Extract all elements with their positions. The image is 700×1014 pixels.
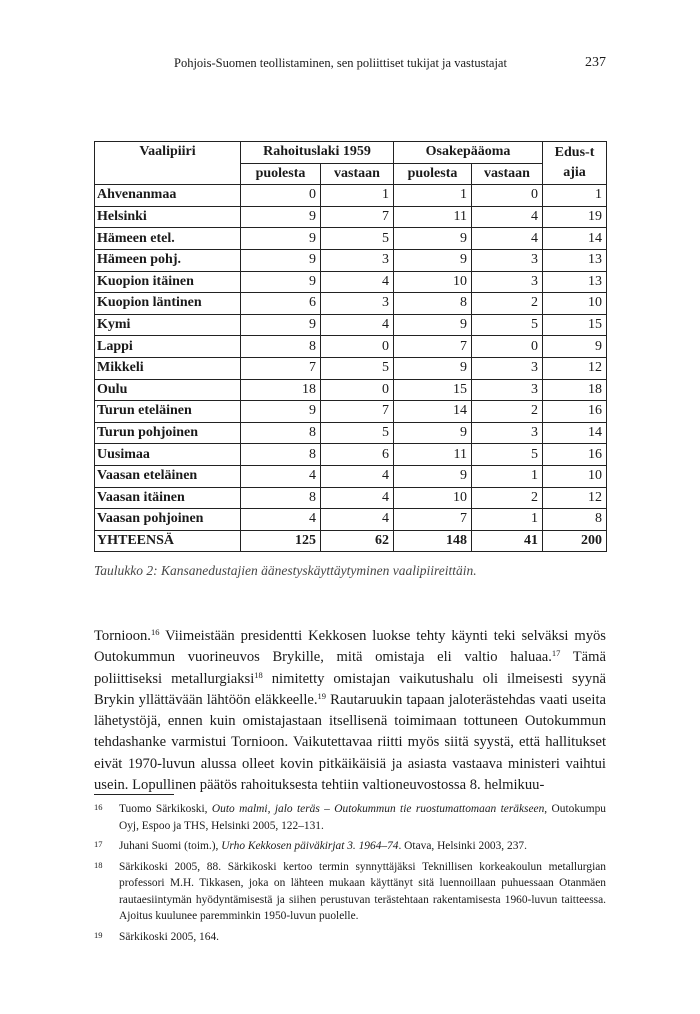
value-cell: 5 — [321, 357, 394, 379]
value-cell: 14 — [543, 422, 607, 444]
body-text-5: Rautaruukin tapaan jaloterästehdas vaati useita lähetystöjä, ennen kuin omistajastaan itsellisenä toimimaan tottuneen Outokummun tehdashanke varmistui Tornioon. Vaikutettavaa riitti myös siitä syystä, että hallitukset eivät 1970-luvun alussa olleet kovin pitkäikäisiä ja asiasta vastaava ministeri vaihtui usein. Lopullinen päätös rahoituksesta tehtiin valtioneuvostossa 8. helmikuu- — [94, 691, 606, 794]
region-cell: Turun eteläinen — [95, 401, 241, 423]
value-cell: 9 — [394, 357, 472, 379]
subheader-against-2: vastaan — [472, 163, 543, 185]
value-cell: 14 — [543, 228, 607, 250]
body-text-1: Tornioon. — [94, 628, 151, 644]
region-cell: Uusimaa — [95, 444, 241, 466]
footnote-18 — [94, 859, 606, 925]
value-cell: 9 — [394, 228, 472, 250]
footnote-text: Juhani Suomi (toim.), — [119, 840, 222, 852]
footnote-number: 17 — [94, 839, 103, 849]
region-cell: Helsinki — [95, 206, 241, 228]
value-cell: 14 — [394, 401, 472, 423]
value-cell: 4 — [241, 465, 321, 487]
value-cell: 10 — [394, 271, 472, 293]
value-cell: 4 — [321, 465, 394, 487]
footnote-ref-17: 17 — [551, 648, 561, 659]
table-total-row — [95, 530, 607, 552]
value-cell: 5 — [472, 314, 543, 336]
footnote-text: Särkikoski 2005, 164. — [119, 930, 219, 943]
value-cell: 6 — [321, 444, 394, 466]
body-text-3: Tämä poliittiseksi metallurgiaksi — [94, 649, 606, 687]
footnote-text: Särkikoski 2005, 88. Särkikoski kertoo termin synnyttäjäksi Teknillisen korkeakoulun metallurgian professori M.H. Tikkasen, joka on lähteen mukaan käyttänyt sitä luennoillaan puhuessaan Otanmäen rautaesiintymän hyödyntämisestä ja siihen perustuvan terästehtaan rakentamisesta 1960-luvun taitteessa. Ajoitus kuulunee paremminkin 1950-luvun puolelle. — [119, 860, 606, 922]
value-cell: 8 — [241, 336, 321, 358]
table-row — [95, 509, 607, 531]
header-representatives — [543, 142, 607, 185]
value-cell: 9 — [543, 336, 607, 358]
value-cell: 9 — [241, 401, 321, 423]
value-cell: 8 — [543, 509, 607, 531]
page-number: 237 — [585, 55, 606, 70]
value-cell: 9 — [241, 228, 321, 250]
value-cell: 8 — [241, 444, 321, 466]
footnotes — [94, 801, 606, 949]
value-cell: 4 — [321, 487, 394, 509]
value-cell: 4 — [472, 228, 543, 250]
value-cell: 9 — [394, 422, 472, 444]
value-cell: 9 — [241, 314, 321, 336]
value-cell: 9 — [394, 314, 472, 336]
footnote-number: 18 — [94, 859, 103, 870]
value-cell: 0 — [241, 185, 321, 207]
region-cell: Ahvenanmaa — [95, 185, 241, 207]
value-cell: 3 — [472, 379, 543, 401]
value-cell: 0 — [472, 336, 543, 358]
value-cell: 3 — [472, 357, 543, 379]
value-cell: 7 — [394, 509, 472, 531]
value-cell: 1 — [394, 185, 472, 207]
region-cell: Hämeen etel. — [95, 228, 241, 250]
region-cell: Kymi — [95, 314, 241, 336]
value-cell: 1 — [472, 465, 543, 487]
value-cell: 5 — [321, 422, 394, 444]
footnote-divider — [94, 794, 174, 795]
value-cell: 0 — [321, 379, 394, 401]
value-cell: 13 — [543, 249, 607, 271]
value-cell: 12 — [543, 487, 607, 509]
region-cell: Kuopion läntinen — [95, 293, 241, 315]
running-title: Pohjois-Suomen teollistaminen, sen poliittiset tukijat ja vastustajat — [174, 56, 507, 70]
region-cell: Kuopion itäinen — [95, 271, 241, 293]
subheader-against-1: vastaan — [321, 163, 394, 185]
value-cell: 2 — [472, 487, 543, 509]
region-cell: Vaasan itäinen — [95, 487, 241, 509]
value-cell: 3 — [321, 249, 394, 271]
region-cell: Lappi — [95, 336, 241, 358]
footnote-text: Tuomo Särkikoski, — [119, 803, 212, 815]
value-cell: 0 — [472, 185, 543, 207]
table-caption: Taulukko 2: Kansanedustajien äänestyskäyttäytyminen vaalipiireittäin. — [94, 563, 477, 578]
value-cell: 4 — [321, 314, 394, 336]
value-cell: 12 — [543, 357, 607, 379]
region-cell: Hämeen pohj. — [95, 249, 241, 271]
value-cell: 8 — [241, 487, 321, 509]
footnote-number: 16 — [94, 802, 103, 812]
value-cell: 1 — [543, 185, 607, 207]
value-cell: 15 — [543, 314, 607, 336]
value-cell: 4 — [321, 509, 394, 531]
value-cell: 9 — [241, 271, 321, 293]
value-cell: 10 — [543, 293, 607, 315]
value-cell: 9 — [241, 249, 321, 271]
body-text-4: nimitetty omistajan vaikutushalu oli ilmeisesti syynä Brykin yllättävään lähtöön eläkkeelle. — [94, 670, 606, 708]
value-cell: 4 — [472, 206, 543, 228]
table-row — [95, 271, 607, 293]
table-row — [95, 249, 607, 271]
footnote-text: , Outokumpu Oyj, Espoo ja THS, Helsinki 2005, 122–131. — [119, 803, 606, 832]
value-cell: 7 — [321, 401, 394, 423]
value-cell: 16 — [543, 401, 607, 423]
value-cell: 7 — [241, 357, 321, 379]
value-cell: 62 — [321, 530, 394, 552]
footnote-ref-19: 19 — [317, 690, 327, 701]
value-cell: 6 — [241, 293, 321, 315]
value-cell: 15 — [394, 379, 472, 401]
value-cell: 19 — [543, 206, 607, 228]
value-cell: 9 — [241, 206, 321, 228]
value-cell: 3 — [321, 293, 394, 315]
value-cell: 1 — [472, 509, 543, 531]
table-row — [95, 293, 607, 315]
footnote-19 — [94, 929, 606, 946]
table-row — [95, 487, 607, 509]
value-cell: 9 — [394, 249, 472, 271]
header-region: Vaalipiiri — [95, 142, 241, 185]
region-cell: Vaasan pohjoinen — [95, 509, 241, 531]
body-paragraph — [94, 626, 606, 796]
value-cell: 8 — [394, 293, 472, 315]
table-row — [95, 314, 607, 336]
table-row — [95, 401, 607, 423]
region-cell: Turun pohjoinen — [95, 422, 241, 444]
value-cell: 13 — [543, 271, 607, 293]
value-cell: 2 — [472, 401, 543, 423]
region-cell: YHTEENSÄ — [95, 530, 241, 552]
subheader-for-1: puolesta — [241, 163, 321, 185]
header-group-share-capital: Osakepääoma — [394, 142, 543, 164]
header-representatives-label: Edus-tajia — [554, 145, 595, 181]
table-row — [95, 336, 607, 358]
table-row — [95, 465, 607, 487]
value-cell: 0 — [321, 336, 394, 358]
value-cell: 10 — [543, 465, 607, 487]
table-row — [95, 379, 607, 401]
value-cell: 41 — [472, 530, 543, 552]
value-cell: 4 — [321, 271, 394, 293]
voting-table — [94, 141, 607, 552]
value-cell: 3 — [472, 271, 543, 293]
value-cell: 200 — [543, 530, 607, 552]
value-cell: 2 — [472, 293, 543, 315]
region-cell: Mikkeli — [95, 357, 241, 379]
value-cell: 5 — [321, 228, 394, 250]
footnote-text: . Otava, Helsinki 2003, 237. — [398, 840, 527, 852]
footnote-ref-16: 16 — [150, 627, 160, 637]
value-cell: 9 — [394, 465, 472, 487]
table-row — [95, 357, 607, 379]
value-cell: 11 — [394, 444, 472, 466]
region-cell: Oulu — [95, 379, 241, 401]
footnote-17 — [94, 838, 606, 855]
region-cell: Vaasan eteläinen — [95, 465, 241, 487]
value-cell: 148 — [394, 530, 472, 552]
value-cell: 18 — [543, 379, 607, 401]
header-group-financing-law: Rahoituslaki 1959 — [241, 142, 394, 164]
value-cell: 1 — [321, 185, 394, 207]
footnote-number: 19 — [94, 929, 103, 940]
value-cell: 7 — [394, 336, 472, 358]
footnote-ref-18: 18 — [254, 669, 263, 680]
value-cell: 3 — [472, 422, 543, 444]
value-cell: 10 — [394, 487, 472, 509]
footnote-work-title: Urho Kekkosen päiväkirjat 3. 1964–74 — [221, 840, 399, 852]
table-row — [95, 444, 607, 466]
subheader-for-2: puolesta — [394, 163, 472, 185]
value-cell: 7 — [321, 206, 394, 228]
table-row — [95, 228, 607, 250]
value-cell: 16 — [543, 444, 607, 466]
footnote-work-title: Outo malmi, jalo teräs – Outokummun tie ruostumattomaan teräkseen — [211, 803, 545, 815]
value-cell: 125 — [241, 530, 321, 552]
body-text-2: Viimeistään presidentti Kekkosen luokse tehty käynti teki selväksi myös Outokummun vuorineuvos Brykille, mitä omistaja eli valtio haluaa. — [94, 628, 606, 666]
table-row — [95, 185, 607, 207]
table-row — [95, 422, 607, 444]
table-row — [95, 206, 607, 228]
value-cell: 18 — [241, 379, 321, 401]
footnote-16 — [94, 801, 606, 834]
value-cell: 3 — [472, 249, 543, 271]
value-cell: 4 — [241, 509, 321, 531]
value-cell: 11 — [394, 206, 472, 228]
table-body — [95, 185, 607, 552]
value-cell: 8 — [241, 422, 321, 444]
value-cell: 5 — [472, 444, 543, 466]
